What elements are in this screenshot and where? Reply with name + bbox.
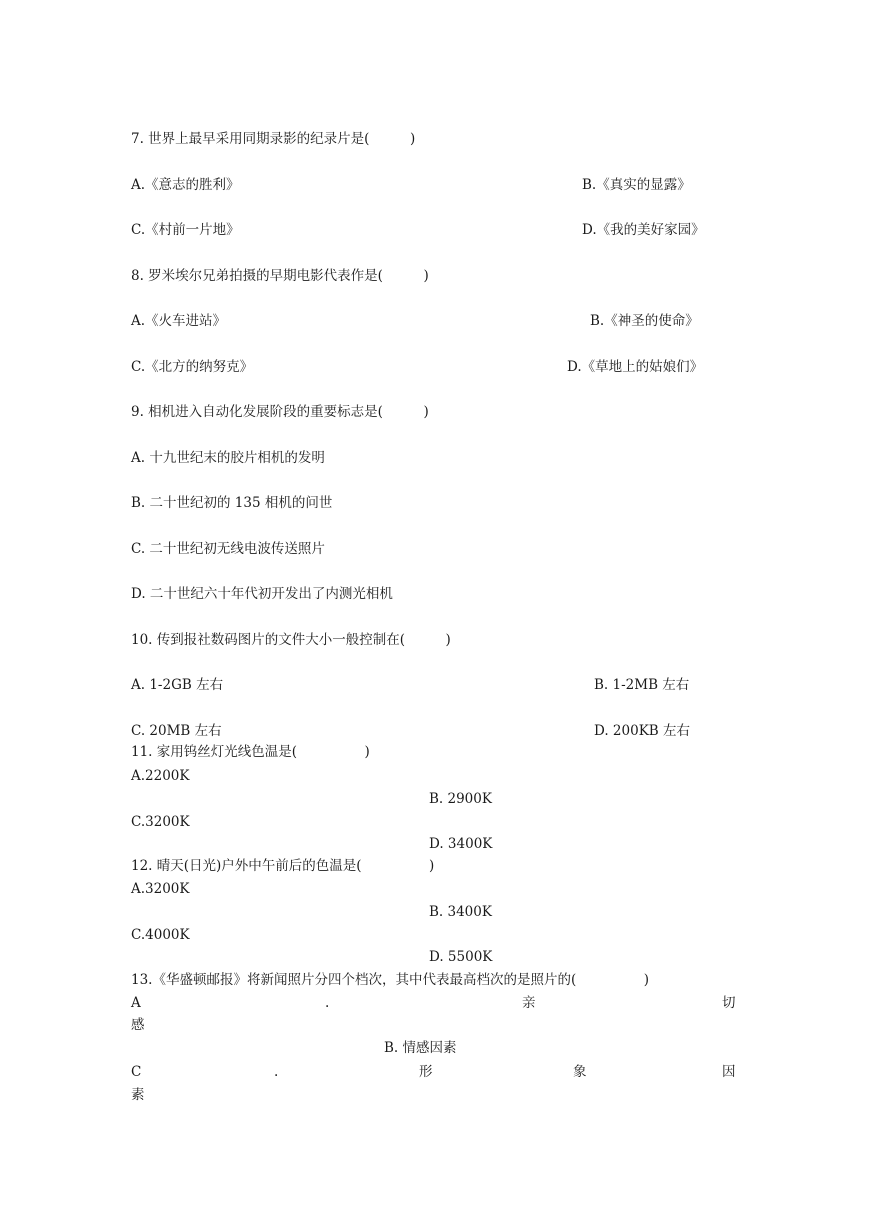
question-7-option-d: D.《我的美好家园》 (582, 222, 705, 238)
question-9-option-b: B. 二十世纪初的 135 相机的问世 (131, 495, 333, 511)
question-10-option-d: D. 200KB 左右 (594, 723, 690, 739)
question-10-option-a: A. 1-2GB 左右 (131, 677, 224, 693)
question-9-option-d: D. 二十世纪六十年代初开发出了内测光相机 (131, 586, 393, 602)
question-11-option-d: D. 3400K (429, 836, 493, 852)
question-7-option-b: B.《真实的显露》 (582, 177, 691, 193)
question-11-option-c: C.3200K (131, 814, 190, 830)
question-10-stem: 10. 传到报社数码图片的文件大小一般控制在( ) (131, 632, 451, 648)
question-13-option-a-word-2: 切 (722, 995, 736, 1011)
question-11-option-a: A.2200K (131, 768, 190, 784)
question-13-option-c-word-1: 形 (419, 1064, 433, 1080)
question-13-stem: 13.《华盛顿邮报》将新闻照片分四个档次，其中代表最高档次的是照片的( ) (131, 972, 650, 988)
question-11-option-b: B. 2900K (429, 791, 492, 807)
question-8-stem: 8. 罗米埃尔兄弟拍摄的早期电影代表作是( ) (131, 268, 429, 284)
question-12-option-c: C.4000K (131, 927, 190, 943)
question-13-option-c-wrap: 素 (131, 1087, 145, 1103)
question-12-option-b: B. 3400K (429, 904, 492, 920)
question-13-option-c-dot: . (274, 1064, 279, 1080)
question-13-option-a-word-1: 亲 (522, 995, 536, 1011)
question-8-option-c: C.《北方的纳努克》 (131, 359, 254, 375)
question-7-option-c: C.《村前一片地》 (131, 222, 240, 238)
question-13-option-a-dot: . (325, 995, 330, 1011)
question-9-stem: 9. 相机进入自动化发展阶段的重要标志是( ) (131, 404, 429, 420)
question-12-stem: 12. 晴天(日光)户外中午前后的色温是( ) (131, 858, 435, 874)
question-10-option-c: C. 20MB 左右 (131, 723, 222, 739)
question-9-option-a: A. 十九世纪末的胶片相机的发明 (131, 450, 325, 466)
question-13-option-c-word-2: 象 (573, 1064, 587, 1080)
question-9-option-c: C. 二十世纪初无线电波传送照片 (131, 541, 325, 557)
question-10-option-b: B. 1-2MB 左右 (594, 677, 690, 693)
question-13-option-a-wrap: 感 (131, 1017, 145, 1033)
question-12-option-a: A.3200K (131, 881, 190, 897)
question-13-option-a-letter: A (131, 995, 141, 1011)
question-8-option-a: A.《火车进站》 (131, 313, 227, 329)
question-13-option-c-letter: C (131, 1064, 142, 1080)
question-11-stem: 11. 家用钨丝灯光线色温是( ) (131, 744, 370, 760)
question-7-stem: 7. 世界上最早采用同期录影的纪录片是( ) (131, 131, 416, 147)
question-7-option-a: A.《意志的胜利》 (131, 177, 240, 193)
question-13-option-c-word-3: 因 (722, 1064, 736, 1080)
question-12-option-d: D. 5500K (429, 949, 493, 965)
question-13-option-b: B. 情感因素 (384, 1040, 457, 1056)
question-8-option-d: D.《草地上的姑娘们》 (567, 359, 704, 375)
question-8-option-b: B.《神圣的使命》 (590, 313, 699, 329)
